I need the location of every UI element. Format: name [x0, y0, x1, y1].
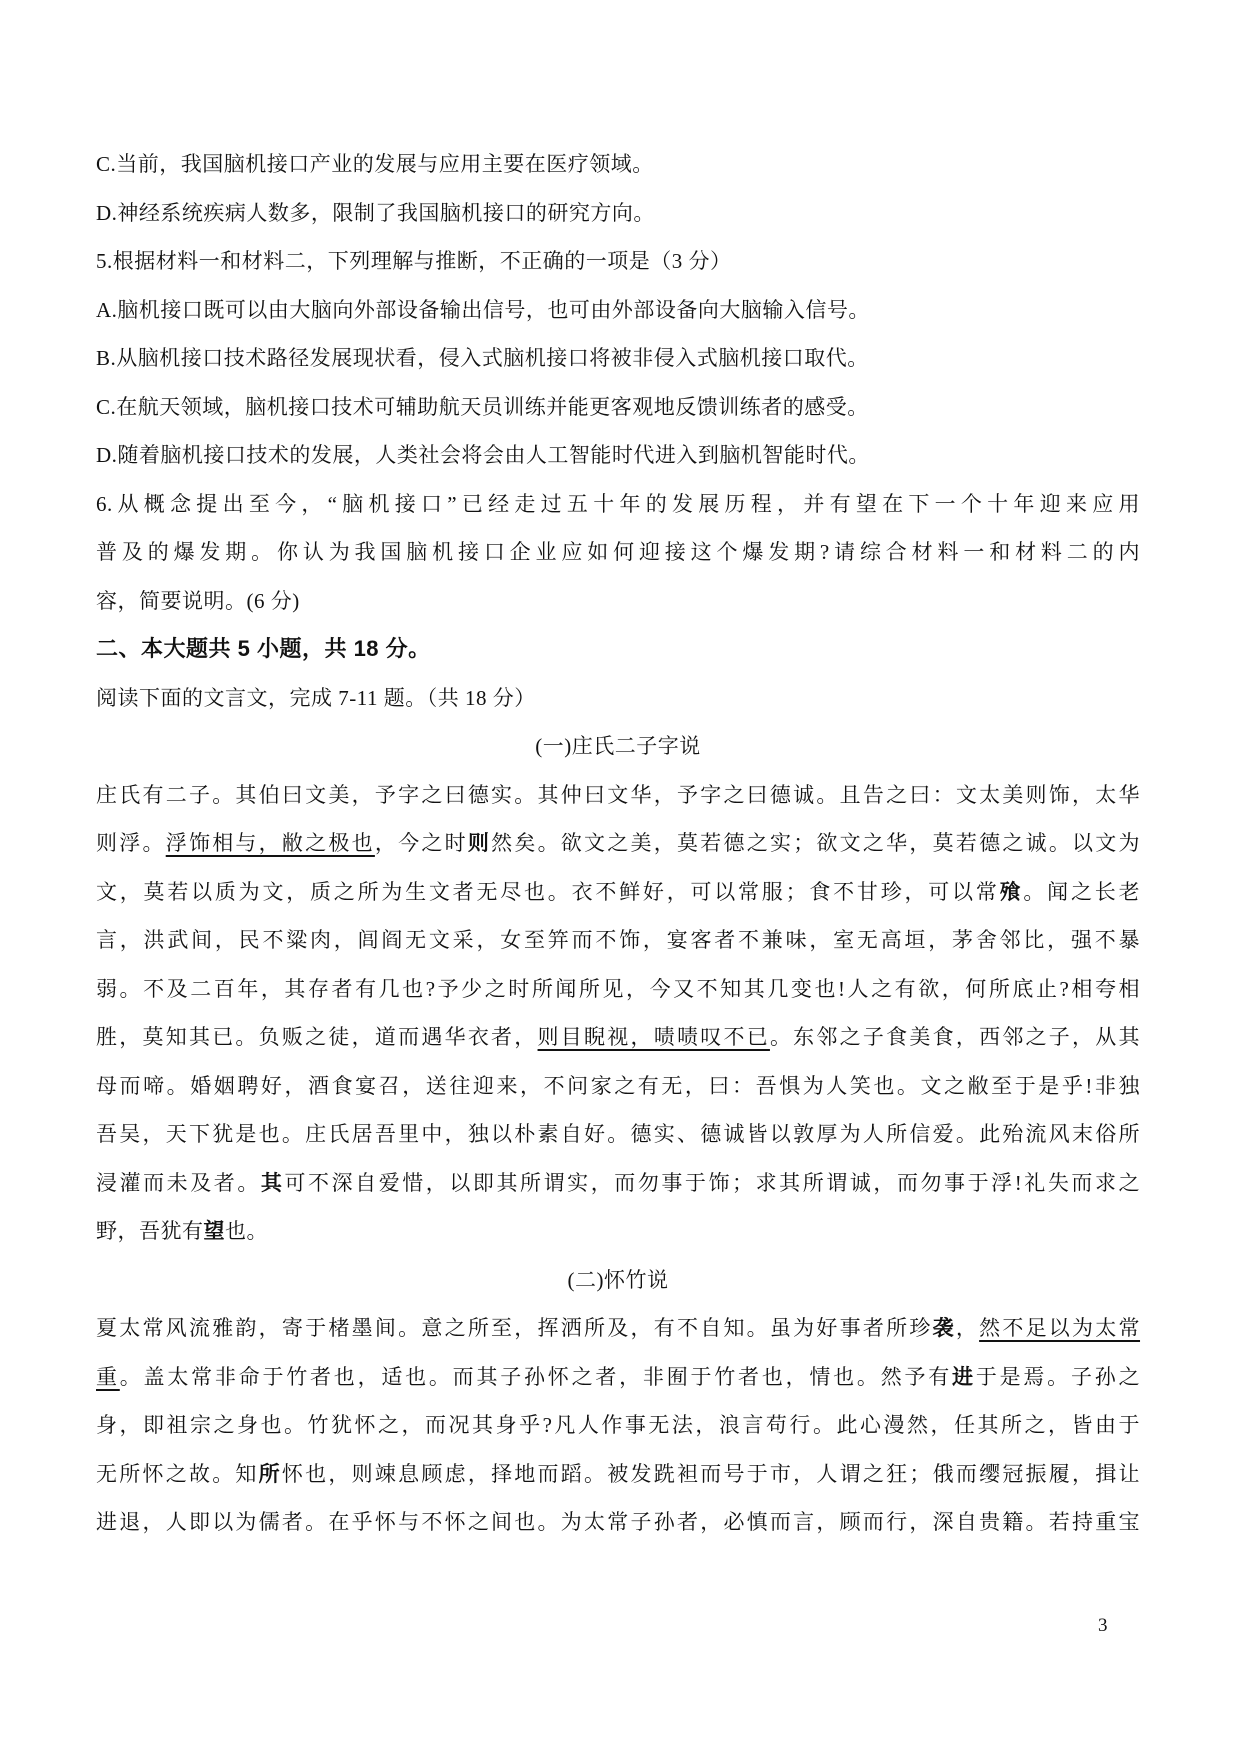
passage1-line-10-segment: 望 — [203, 1219, 225, 1243]
section2-instruction — [96, 674, 1140, 723]
passage1-line-6-segment: 。东邻之子食美食，西邻之子，从其 — [769, 1025, 1141, 1049]
passage2-line-2-segment: 重 — [96, 1364, 120, 1389]
passage1-line-7-segment: 母而啼。婚姻聘好，酒食宴召，送往迎来，不问家之有无，曰：吾惧为人笑也。文之敝至于是乎!非独 — [96, 1073, 1140, 1098]
passage2-line-2-segment: 于是焉。子孙之 — [975, 1364, 1141, 1389]
q6-stem-line-2-segment: 普及的爆发期。你认为我国脑机接口企业应如何迎接这个爆发期?请综合材料一和材料二的内 — [96, 540, 1140, 564]
passage1-line-8 — [96, 1110, 1140, 1159]
passage1-line-1 — [96, 771, 1140, 820]
passage1-line-3 — [96, 868, 1140, 917]
q5-option-d-segment: D.随着脑机接口技术的发展，人类社会将会由人工智能时代进入到脑机智能时代。 — [96, 443, 870, 467]
q5-option-a — [96, 286, 1140, 335]
passage2-line-4 — [96, 1450, 1140, 1499]
passage2-line-1-segment: 然不足以为太常 — [979, 1316, 1141, 1340]
passage1-line-5 — [96, 965, 1140, 1014]
passage1-line-3-segment: 。闻之长老 — [1023, 879, 1141, 904]
passage1-line-9-segment: 浸灌而未及者。 — [96, 1170, 261, 1195]
passage1-line-10-segment: 野，吾犹有 — [96, 1219, 204, 1243]
passage1-line-9 — [96, 1159, 1140, 1208]
passage1-line-6-segment: 则目睨视，啧啧叹不已 — [537, 1025, 770, 1049]
passage2-line-4-segment: 无所怀之故。知 — [96, 1461, 259, 1486]
passage2-line-3-segment: 身，即祖宗之身也。竹犹怀之，而况其身乎?凡人作事无法，浪言苟行。此心漫然，任其所之，皆由于 — [96, 1413, 1140, 1437]
passage1-line-2 — [96, 819, 1140, 868]
passage1-line-3-segment: 文，莫若以质为文，质之所为生文者无尽也。衣不鲜好，可以常服；食不甘珍，可以常 — [96, 879, 1000, 904]
passage1-line-3-segment: 飱 — [999, 879, 1024, 904]
passage1-line-2-segment: 然矣。欲文之美，莫若德之实；欲文之华，莫若德之诚。以文为 — [491, 831, 1141, 855]
section2-heading — [96, 625, 1140, 674]
passage1-line-2-segment: 则浮。 — [96, 831, 166, 855]
passage1-line-7 — [96, 1062, 1140, 1111]
passage1-title-segment: (一)庄氏二子字说 — [535, 734, 701, 758]
passage1-line-1-segment: 庄氏有二子。其伯曰文美，予字之曰德实。其仲曰文华，予字之曰德诚。且告之曰：文太美则饰，太华 — [96, 782, 1140, 807]
q4-option-d-segment: D.神经系统疾病人数多，限制了我国脑机接口的研究方向。 — [96, 200, 655, 225]
q6-stem-line-3-segment: 容，简要说明。(6 分) — [96, 588, 300, 613]
page-number: 3 — [1098, 1615, 1108, 1636]
passage2-line-5-segment: 进退，人即以为儒者。在乎怀与不怀之间也。为太常子孙者，必慎而言，顾而行，深自贵籍。若持重宝 — [96, 1510, 1140, 1534]
passage1-line-2-segment: ，今之时 — [374, 831, 468, 855]
passage1-line-2-segment: 浮饰相与，敝之极也 — [165, 831, 375, 855]
passage1-title — [96, 722, 1140, 771]
q5-option-c — [96, 383, 1140, 432]
passage1-line-6-segment: 胜，莫知其已。负贩之徒，道而遇华衣者， — [96, 1025, 538, 1049]
passage2-line-5 — [96, 1498, 1140, 1547]
q5-option-b-segment: B.从脑机接口技术路径发展现状看，侵入式脑机接口将被非侵入式脑机接口取代。 — [96, 346, 869, 370]
q5-option-d — [96, 431, 1140, 480]
passage2-line-1-segment: ， — [955, 1316, 980, 1340]
passage2-title-segment: (二)怀竹说 — [567, 1267, 669, 1292]
passage2-title — [96, 1256, 1140, 1305]
q6-stem-line-1-segment: 6.从概念提出至今，“脑机接口”已经走过五十年的发展历程，并有望在下一个十年迎来应用 — [96, 491, 1140, 516]
q5-stem-segment: 5.根据材料一和材料二，下列理解与推断，不正确的一项是（3 分） — [96, 249, 732, 273]
passage1-line-6 — [96, 1013, 1140, 1062]
q6-stem-line-3 — [96, 577, 1140, 626]
q5-option-b — [96, 334, 1140, 383]
passage2-line-2 — [96, 1353, 1140, 1402]
section2-instruction-segment: 阅读下面的文言文，完成 7-11 题。（共 18 分） — [96, 685, 536, 710]
passage2-line-2-segment: 进 — [952, 1364, 976, 1389]
passage1-line-9-segment: 可不深自爱惜，以即其所谓实，而勿事于饰；求其所谓诚，而勿事于浮!礼失而求之 — [284, 1170, 1141, 1195]
passage2-line-3 — [96, 1401, 1140, 1450]
passage1-line-4-segment: 言，洪武间，民不粱肉，闾阎无文采，女至笄而不饰，宴客者不兼味，室无高垣，茅舍邻比，强不暴 — [96, 928, 1140, 952]
passage2-line-4-segment: 怀也，则竦息顾虑，择地而蹈。被发跣袒而号于市，人谓之狂；俄而缨冠振履，揖让 — [281, 1461, 1141, 1486]
passage2-line-4-segment: 所 — [258, 1461, 282, 1486]
passage1-line-8-segment: 吾吴，天下犹是也。庄氏居吾里中，独以朴素自好。德实、德诚皆以敦厚为人所信爱。此殆流风末俗所 — [96, 1122, 1140, 1146]
passage1-line-9-segment: 其 — [260, 1170, 285, 1195]
passage1-line-10 — [96, 1207, 1140, 1256]
passage1-line-5-segment: 弱。不及二百年，其存者有几也?予少之时所闻所见，今又不知其几变也!人之有欲，何所底止?相夸相 — [96, 976, 1140, 1001]
q6-stem-line-1 — [96, 480, 1140, 529]
passage2-line-2-segment: 。盖太常非命于竹者也，适也。而其子孙怀之者，非囿于竹者也，情也。然予有 — [119, 1364, 953, 1389]
document-content — [96, 140, 1140, 1547]
q6-stem-line-2 — [96, 528, 1140, 577]
q4-option-c — [96, 140, 1140, 189]
passage2-line-1-segment: 夏太常风流雅韵，寄于楮墨间。意之所至，挥洒所及，有不自知。虽为好事者所珍 — [96, 1316, 933, 1340]
passage1-line-2-segment: 则 — [467, 831, 492, 855]
q5-stem — [96, 237, 1140, 286]
section2-heading-segment: 二、本大题共 5 小题，共 18 分。 — [96, 636, 431, 661]
q4-option-c-segment: C.当前，我国脑机接口产业的发展与应用主要在医疗领域。 — [96, 152, 654, 176]
passage2-line-1 — [96, 1304, 1140, 1353]
q4-option-d — [96, 189, 1140, 238]
passage2-line-1-segment: 袭 — [932, 1316, 956, 1340]
passage1-line-4 — [96, 916, 1140, 965]
q5-option-c-segment: C.在航天领域，脑机接口技术可辅助航天员训练并能更客观地反馈训练者的感受。 — [96, 394, 869, 419]
passage1-line-10-segment: 也。 — [225, 1219, 268, 1243]
q5-option-a-segment: A.脑机接口既可以由大脑向外部设备输出信号，也可由外部设备向大脑输入信号。 — [96, 297, 870, 322]
